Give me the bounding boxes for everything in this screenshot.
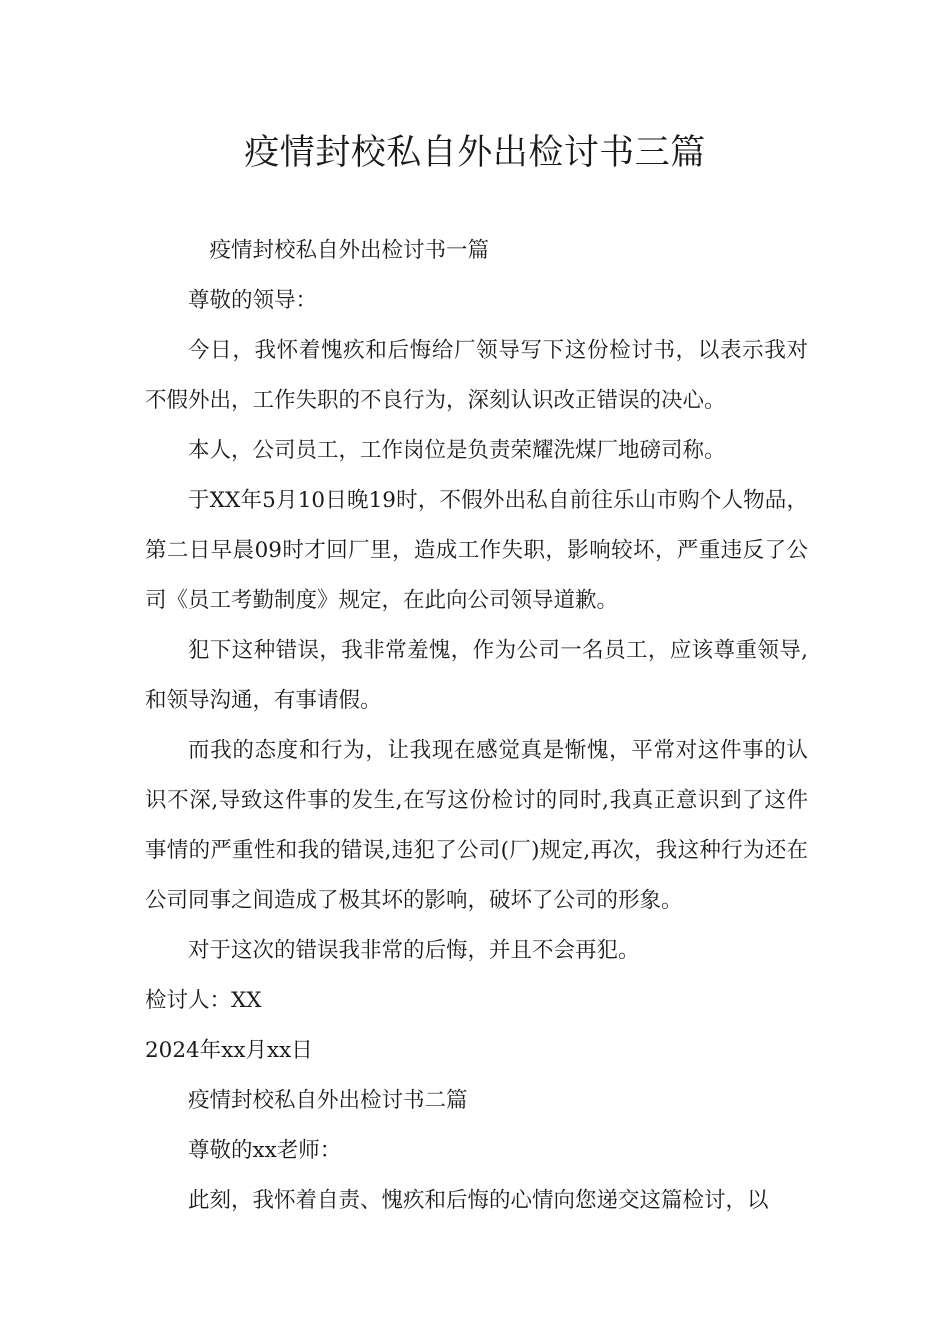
paragraph: 对于这次的错误我非常的后悔，并且不会再犯。 [188, 938, 640, 963]
date-line: 2024年xx月xx日 [145, 1038, 313, 1063]
paragraph: 犯下这种错误，我非常羞愧，作为公司一名员工，应该尊重领导,和领导沟通，有事请假。 [145, 638, 808, 713]
paragraph: 于XX年5月10日晚19时，不假外出私自前往乐山市购个人物品，第二日早晨09时才回厂里，造成工作失职，影响较坏，严重违反了公司《员工考勤制度》规定，在此向公司领导道歉。 [145, 488, 808, 613]
salutation-2: 尊敬的xx老师： [188, 1138, 342, 1163]
salutation-1: 尊敬的领导： [188, 288, 318, 313]
document-body [145, 226, 808, 1226]
paragraph: 今日，我怀着愧疚和后悔给厂领导写下这份检讨书，以表示我对不假外出，工作失职的不良行为，深刻认识改正错误的决心。 [145, 338, 808, 413]
section-heading-1: 疫情封校私自外出检讨书一篇 [209, 238, 490, 263]
paragraph: 此刻，我怀着自责、愧疚和后悔的心情向您递交这篇检讨，以 [188, 1188, 769, 1213]
document-title: 疫情封校私自外出检讨书三篇 [244, 133, 706, 173]
paragraph: 而我的态度和行为，让我现在感觉真是惭愧，平常对这件事的认识不深,导致这件事的发生,在写这份检讨的同时,我真正意识到了这件事情的严重性和我的错误,违犯了公司(厂)规定,再次，我这种行为还在公司同事之间造成了极其坏的影响，破坏了公司的形象。 [145, 738, 808, 913]
section-heading-2: 疫情封校私自外出检讨书二篇 [188, 1088, 468, 1113]
paragraph: 本人，公司员工，工作岗位是负责荣耀洗煤厂地磅司称。 [188, 438, 726, 463]
signature-line: 检讨人：XX [145, 988, 262, 1013]
